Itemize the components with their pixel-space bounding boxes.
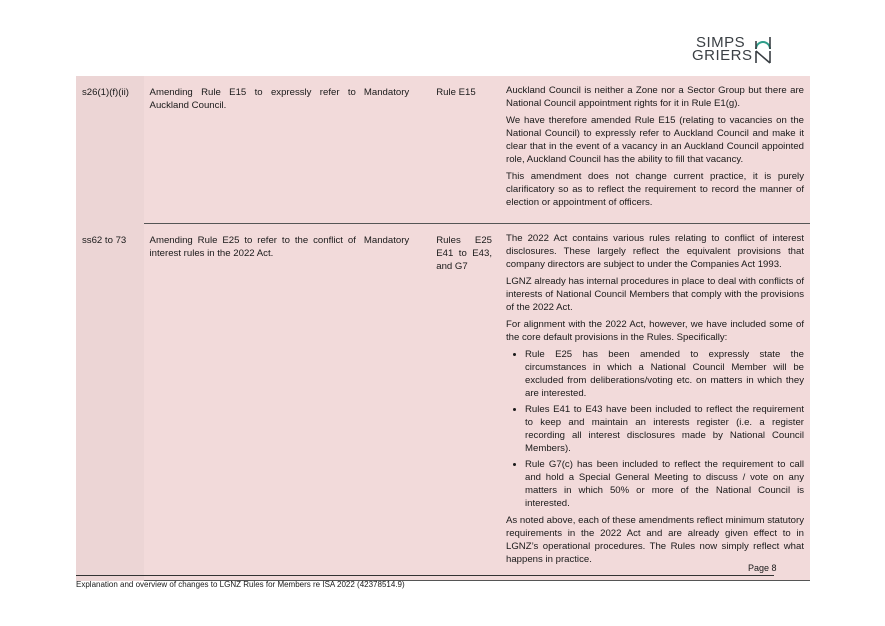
changes-table [76,76,810,581]
comment-paragraph: Auckland Council is neither a Zone nor a Sector Group but there are National Council appointment rights for it in Rule E1(g). [506,85,804,109]
comment-paragraph: This amendment does not change current practice, it is purely clarificatory so as to reflect the requirement to record the manner of election or appointment of officers. [506,171,804,208]
comment-paragraph: As noted above, each of these amendments reflect minimum statutory requirements in the 2022 Act and are already given effect to in LGNZ’s operational procedures. The Rules now simply reflect what happens in practice. [506,515,804,565]
logo-line-1: SIMPS [696,34,746,51]
table-row [76,224,810,581]
page-number: Page 8 [748,563,777,573]
section-cell: ss62 to 73 [76,224,144,581]
type-cell: Mandatory [364,224,436,581]
rule-cell: Rules E25 E41 to E43, and G7 [436,224,500,581]
bullet-item: • Rules E41 to E43 have been included to reflect the requirement to keep and maintain an interests register (i.e. a register recording all interest disclosures made by National Council Members). [525,403,804,455]
logo-line-2: GRIERS [692,47,753,64]
footer-divider [76,575,774,576]
rule-cell: Rule E15 [436,76,500,224]
description-cell: Amending Rule E15 to expressly refer to Auckland Council. [144,76,364,224]
bullet-list [506,348,804,510]
logo-mark-icon [754,36,772,64]
description-cell: Amending Rule E25 to refer to the conflict of interest rules in the 2022 Act. [144,224,364,581]
comment-paragraph: We have therefore amended Rule E15 (relating to vacancies on the National Council) to expressly refer to Auckland Council and make it clear that in the event of a vacancy in an Auckland Council appointed role, Auckland Council has the ability to fill that vacancy. [506,115,804,165]
comment-paragraph: LGNZ already has internal procedures in place to deal with conflicts of interests of National Council Members that comply with the provisions of the 2022 Act. [506,276,804,313]
comments-cell [500,224,810,581]
bullet-item: • Rule E25 has been amended to expressly state the circumstances in which a National Council Member will be excluded from deliberations/voting etc. on matters in which they are interested. [525,348,804,400]
simpson-grierson-logo [690,36,780,64]
comments-cell [500,76,810,224]
bullet-item: • Rule G7(c) has been included to reflect the requirement to call and hold a Special General Meeting to discuss / vote on any matters in which 50% or more of the National Council is interested. [525,458,804,510]
footer-text: Explanation and overview of changes to LGNZ Rules for Members re ISA 2022 (42378514.9) [76,580,405,589]
type-cell: Mandatory [364,76,436,224]
table-row [76,76,810,224]
comment-paragraph: For alignment with the 2022 Act, however, we have included some of the core default provisions in the Rules. Specifically: [506,319,804,343]
comment-paragraph: The 2022 Act contains various rules relating to conflict of interest disclosures. These largely reflect the equivalent provisions that company directors are subject to under the Companies Act 1993. [506,233,804,270]
section-cell: s26(1)(f)(ii) [76,76,144,224]
